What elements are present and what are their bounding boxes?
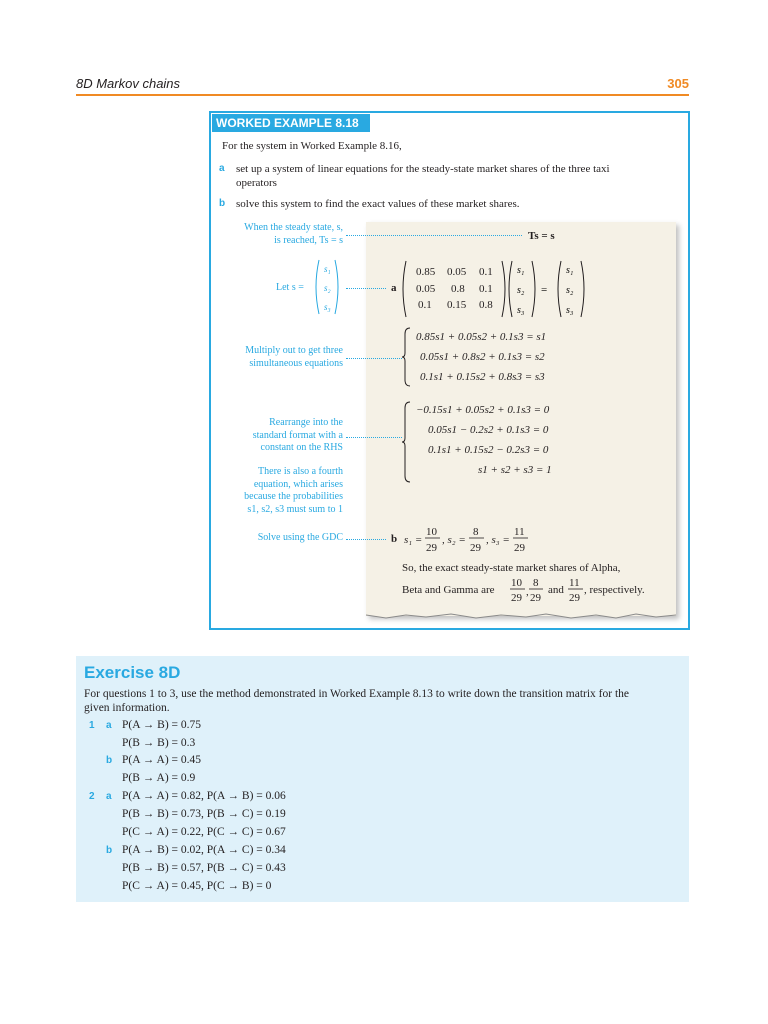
conclusion-end: , respectively.	[584, 584, 645, 596]
equation: 0.1s1 + 0.15s2 − 0.2s3 = 0	[428, 444, 549, 456]
part-a-text-1: set up a system of linear equations for the steady-state market shares of the three taxi	[236, 163, 610, 175]
svg-text:8: 8	[533, 577, 539, 589]
svg-text:29: 29	[511, 592, 522, 604]
note-steady-state: When the steady state, s, is reached, Ts = s	[244, 222, 343, 246]
equation: 0.1s1 + 0.15s2 + 0.8s3 = s3	[420, 371, 545, 383]
torn-edge	[366, 610, 676, 622]
note-rearrange: Rearrange into the standard format with a constant on the RHS	[252, 417, 343, 453]
svg-text:8: 8	[473, 526, 479, 538]
svg-text:10: 10	[426, 526, 437, 538]
svg-text:s₃: s₃	[566, 305, 574, 316]
svg-text:,: ,	[526, 586, 529, 598]
leader-dots	[346, 437, 402, 438]
svg-text:, s₃ =: , s₃ =	[486, 534, 510, 546]
solution-a-label: a	[391, 282, 397, 294]
leader-dots	[346, 539, 386, 540]
vector-s-left	[312, 258, 342, 316]
question-line: P(B → B) = 0.57, P(B → C) = 0.43	[122, 862, 286, 874]
leader-dots	[346, 288, 386, 289]
matrix-cell: 0.8	[479, 299, 493, 311]
question-number: 1	[89, 720, 95, 731]
equation: −0.15s1 + 0.05s2 + 0.1s3 = 0	[416, 404, 550, 416]
brace-system-2	[402, 400, 412, 484]
matrix-cell: 0.05	[447, 266, 467, 278]
svg-text:s₂: s₂	[517, 285, 525, 296]
equation: 0.05s1 + 0.8s2 + 0.1s3 = s2	[420, 351, 545, 363]
question-line: P(A → B) = 0.75	[122, 719, 202, 731]
svg-text:10: 10	[511, 577, 522, 589]
conclusion-fraction-11	[567, 575, 585, 605]
conclusion-line-2: Beta and Gamma are	[402, 584, 495, 596]
part-label: a	[106, 791, 112, 802]
question-line: P(C → A) = 0.22, P(C → C) = 0.67	[122, 826, 286, 838]
svg-text:s₃: s₃	[324, 302, 331, 312]
matrix-cell: 0.8	[451, 283, 465, 295]
worked-example-intro: For the system in Worked Example 8.16,	[222, 140, 402, 152]
worked-example-title: WORKED EXAMPLE 8.18	[212, 114, 370, 132]
svg-text:s₁: s₁	[517, 265, 525, 276]
question-number: 2	[89, 791, 95, 802]
matrix-cell: 0.1	[479, 283, 493, 295]
question-line: P(B → B) = 0.73, P(B → C) = 0.19	[122, 808, 286, 820]
conclusion-and: and	[548, 584, 564, 596]
svg-text:s₃: s₃	[517, 305, 525, 316]
svg-text:29: 29	[426, 542, 437, 554]
ts-equation: Ts = s	[528, 230, 555, 242]
note-multiply: Multiply out to get three simultaneous equations	[245, 345, 343, 369]
part-label: b	[106, 755, 113, 766]
brace-system-1	[402, 326, 412, 388]
leader-dots	[346, 235, 522, 236]
equation: 0.05s1 − 0.2s2 + 0.1s3 = 0	[428, 424, 549, 436]
note-let-s: Let s =	[276, 282, 304, 293]
svg-text:s₂: s₂	[324, 283, 331, 293]
matrix-cell: 0.85	[416, 266, 436, 278]
part-b-label: b	[219, 198, 226, 209]
question-line: P(B → B) = 0.3	[122, 737, 196, 749]
answer-fractions	[402, 523, 542, 555]
exercise-intro-1: For questions 1 to 3, use the method demonstrated in Worked Example 8.13 to write down the transition matrix for the	[84, 688, 630, 700]
question-line: P(C → A) = 0.45, P(C → B) = 0	[122, 880, 272, 892]
section-title: 8D Markov chains	[76, 76, 181, 91]
svg-text:29: 29	[514, 542, 525, 554]
svg-text:11: 11	[514, 526, 525, 538]
part-b-text: solve this system to find the exact values of these market shares.	[236, 198, 520, 210]
matrix-cell: 0.15	[447, 299, 467, 311]
part-a-text-2: operators	[236, 177, 277, 189]
equation: 0.85s1 + 0.05s2 + 0.1s3 = s1	[416, 331, 547, 343]
svg-text:=: =	[541, 284, 548, 296]
svg-text:s₂: s₂	[566, 285, 574, 296]
svg-text:29: 29	[470, 542, 481, 554]
solution-b-label: b	[391, 533, 398, 545]
exercise-title: Exercise 8D	[84, 663, 181, 682]
part-label: b	[106, 845, 113, 856]
svg-text:s₁: s₁	[324, 264, 331, 274]
page-number: 305	[667, 76, 689, 91]
matrix-cell: 0.1	[479, 266, 493, 278]
exercise-intro-2: given information.	[84, 702, 170, 714]
matrix-cell: 0.1	[418, 299, 432, 311]
header-rule	[76, 94, 689, 96]
question-line: P(A → B) = 0.02, P(A → C) = 0.34	[122, 844, 286, 856]
part-a-label: a	[219, 163, 225, 174]
svg-text:11: 11	[569, 577, 580, 589]
question-line: P(B → A) = 0.9	[122, 772, 196, 784]
svg-text:, s₂ =: , s₂ =	[442, 534, 466, 546]
svg-text:s₁ =: s₁ =	[404, 534, 423, 546]
matrix-cell: 0.05	[416, 283, 436, 295]
conclusion-fractions	[509, 575, 545, 605]
svg-text:29: 29	[530, 592, 541, 604]
note-gdc: Solve using the GDC	[257, 532, 343, 543]
svg-text:29: 29	[569, 592, 580, 604]
equation: s1 + s2 + s3 = 1	[478, 464, 552, 476]
svg-text:s₁: s₁	[566, 265, 574, 276]
conclusion-line-1: So, the exact steady-state market shares of Alpha,	[402, 562, 621, 574]
question-line: P(A → A) = 0.45	[122, 754, 202, 766]
note-fourth-equation: There is also a fourth equation, which arises because the probabilities s1, s2, s3 must sum to 1	[244, 466, 343, 515]
leader-dots	[346, 358, 402, 359]
question-line: P(A → A) = 0.82, P(A → B) = 0.06	[122, 790, 286, 802]
part-label: a	[106, 720, 112, 731]
